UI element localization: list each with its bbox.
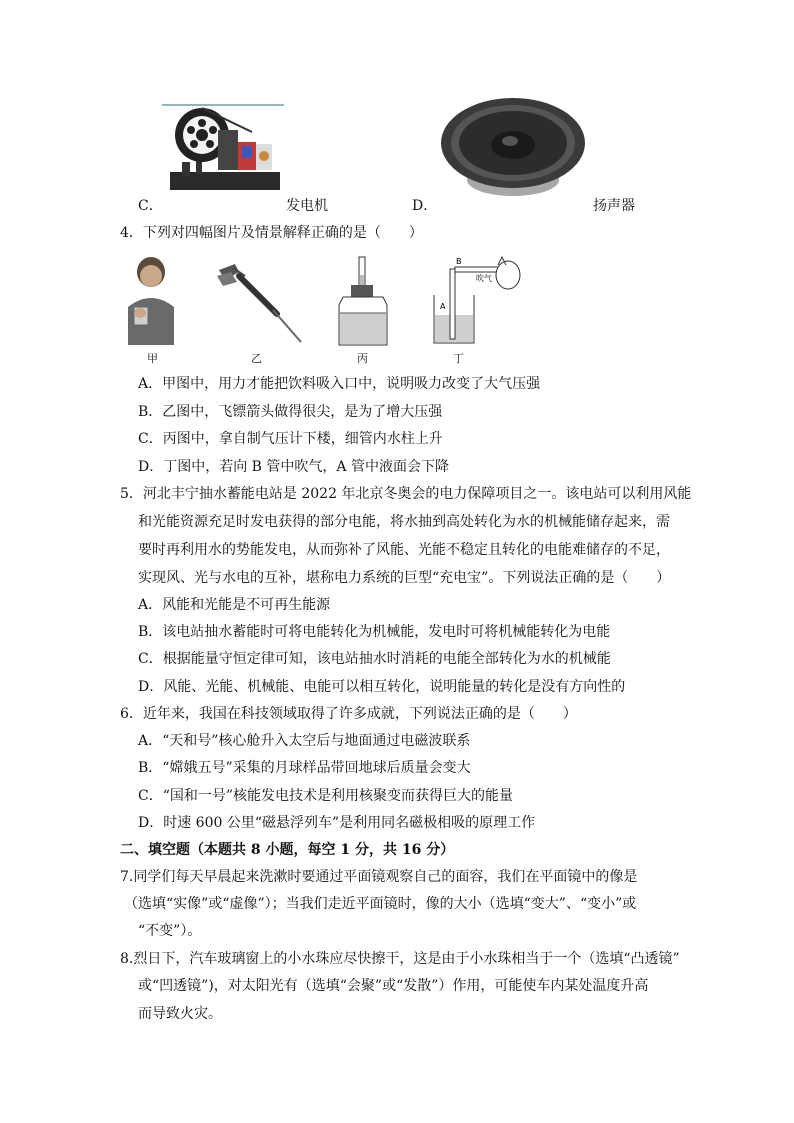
- q4-option-a: A．甲图中，用力才能把饮料吸入口中，说明吸力改变了大气压强: [138, 376, 541, 392]
- q6-option-b: B．“嫦娥五号”采集的月球样品带回地球后质量会变大: [138, 760, 471, 776]
- q8-line-2: 或“凹透镜”)，对太阳光有（选填“会聚”或“发散”）作用，可能使车内某处温度升高: [138, 978, 649, 994]
- q5-option-b: B．该电站抽水蓄能时可将电能转化为机械能，发电时可将机械能转化为电能: [138, 624, 611, 640]
- figure-bing-barometer: [333, 255, 393, 347]
- q4-option-c: C．丙图中，拿自制气压计下楼，细管内水柱上升: [138, 431, 443, 447]
- q6-option-a: A．“天和号”核心舱升入太空后与地面通过电磁波联系: [138, 733, 471, 749]
- q4-option-d: D．丁图中，若向 B 管中吹气，A 管中液面会下降: [138, 459, 449, 475]
- q5-stem-line-2: 和光能资源充足时发电获得的部分电能，将水抽到高处转化为水的机械能储存起来，需: [138, 514, 670, 530]
- q4-stem: 4．下列对四幅图片及情景解释正确的是（ ）: [120, 225, 423, 241]
- option-d-letter: D．: [412, 198, 438, 214]
- q5-option-a: A．风能和光能是不可再生能源: [138, 597, 331, 613]
- figure-ding-label-b: B: [456, 257, 462, 266]
- q5-stem-line-4: 实现风、光与水电的互补，堪称电力系统的巨型“充电宝”。下列说法正确的是（ ）: [138, 570, 671, 586]
- section-2-heading: 二、填空题（本题共 8 小题，每空 1 分，共 16 分）: [120, 842, 455, 858]
- figure-label-ding: 丁: [453, 352, 464, 365]
- figure-yi-dart: [215, 262, 307, 346]
- speaker-illustration: [440, 95, 590, 200]
- q6-option-c: C．“国和一号”核能发电技术是利用核聚变而获得巨大的能量: [138, 788, 514, 804]
- q5-option-c: C．根据能量守恒定律可知，该电站抽水时消耗的电能全部转化为水的机械能: [138, 651, 611, 667]
- q6-stem: 6．近年来，我国在科技领域取得了许多成就，下列说法正确的是（ ）: [120, 706, 577, 722]
- figure-ding-label-a: A: [440, 302, 446, 311]
- q6-option-d: D．时速 600 公里“磁悬浮列车”是利用同名磁极相吸的原理工作: [138, 815, 536, 831]
- figure-label-jia: 甲: [147, 352, 158, 365]
- q5-option-d: D．风能、光能、机械能、电能可以相互转化，说明能量的转化是没有方向性的: [138, 679, 626, 695]
- figure-ding-tubes: [428, 255, 524, 347]
- figure-jia-boy: [118, 255, 184, 347]
- generator-illustration: [160, 100, 290, 200]
- option-c-letter: C．: [138, 198, 163, 214]
- q5-stem-line-1: 5．河北丰宁抽水蓄能电站是 2022 年北京冬奥会的电力保障项目之一。该电站可以利用风能: [120, 486, 692, 502]
- q5-stem-line-3: 要时再利用水的势能发电，从而弥补了风能、光能不稳定且转化的电能难储存的不足，: [138, 542, 670, 558]
- q7-line-2: （选填“实像”或“虚像”）；当我们走近平面镜时，像的大小（选填“变大”、“变小”或: [124, 896, 637, 912]
- q8-line-3: 而导致火灾。: [138, 1006, 222, 1022]
- q4-option-b: B．乙图中，飞镖箭头做得很尖，是为了增大压强: [138, 404, 443, 420]
- option-c-caption: 发电机: [286, 198, 328, 214]
- figure-label-bing: 丙: [357, 352, 368, 365]
- q7-line-1: 7.同学们每天早晨起来洗漱时要通过平面镜观察自己的面容，我们在平面镜中的像是: [120, 869, 638, 885]
- figure-ding-label-blow: 吹气: [476, 274, 492, 283]
- figure-label-yi: 乙: [251, 352, 262, 365]
- q8-line-1: 8.烈日下，汽车玻璃窗上的小水珠应尽快擦干，这是由于小水珠相当于一个（选填“凸透镜”: [120, 951, 680, 967]
- option-d-caption: 扬声器: [593, 198, 635, 214]
- q7-line-3: “不变”）。: [138, 923, 202, 939]
